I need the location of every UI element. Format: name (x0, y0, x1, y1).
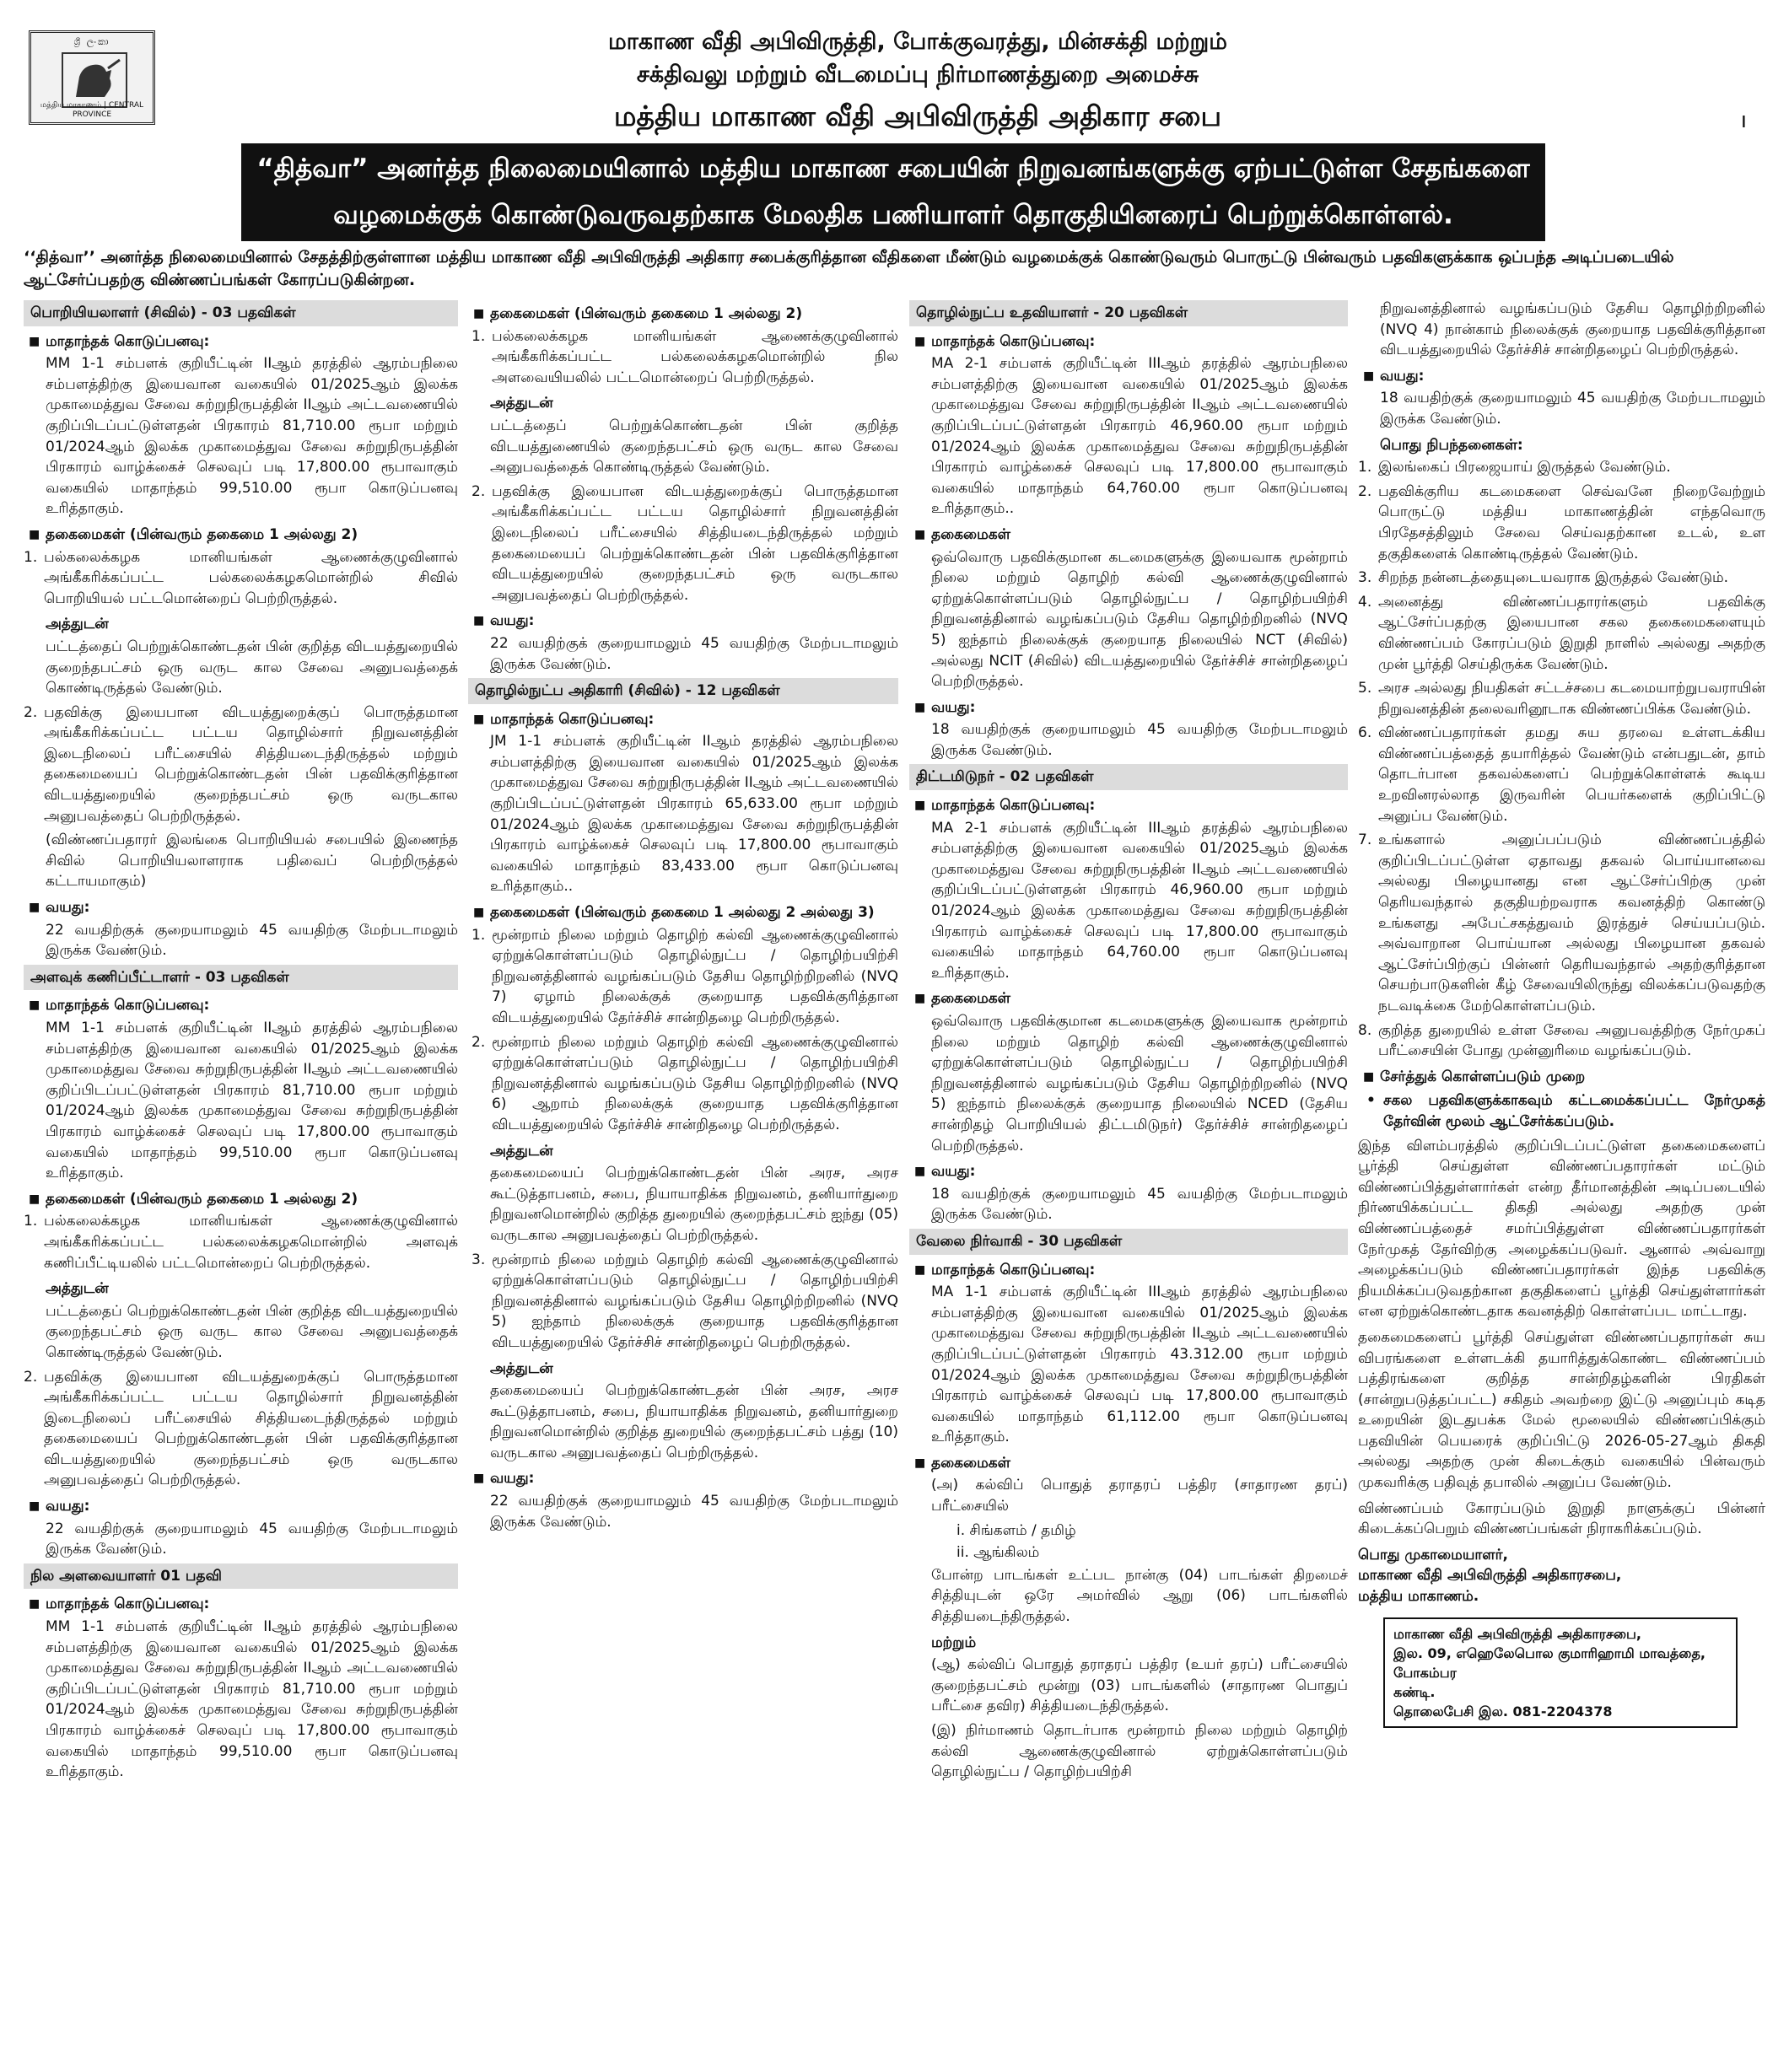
address-line: இல. 09, எஹெலேபொல குமாரிஹாமி மாவத்தை, (1393, 1644, 1705, 1661)
and-text: பட்டத்தைப் பெற்றுக்கொண்டதன் பின் குறித்த விடயத்துறையில் குறைந்தபட்சம் ஒரு வருட கால சேவை அனுபவத்தைக் கொண்டிருத்தல் வேண்டும். (46, 638, 458, 697)
position-title-work-supervisor: வேலை நிர்வாகி - 30 பதவிகள் (909, 1229, 1348, 1255)
salary-heading: ■ மாதாந்தக் கொடுப்பனவு: (24, 995, 458, 1016)
authority-name: மத்திய மாகாண வீதி அபிவிருத்தி அதிகார சபை (613, 100, 1222, 132)
lion-icon (61, 51, 128, 109)
and-heading: அத்துடன் (46, 1280, 109, 1298)
salary-heading: ■ மாதாந்தக் கொடுப்பனவு: (468, 709, 898, 730)
qualification-item: 3. மூன்றாம் நிலை மற்றும் தொழிற் கல்வி ஆணைக்குழுவினால் ஏற்றுக்கொள்ளப்படும் தொழில்நுட்ப / தொழிற்பயிற்சி நிறுவனத்தினால் வழங்கப்படும் தேசிய தொழிற்றிறனில் (NVQ 5) ஐந்தாம் நிலைக்குக் குறையாத பதவிக்குரித்தான விடயத்துறையில் தேர்ச்சிச் சான்றிதழைப் பெற்றிருத்தல். (471, 1251, 898, 1351)
salary-text: MM 1-1 சம்பளக் குறியீட்டின் IIஆம் தரத்தில் ஆரம்பநிலை சம்பளத்திற்கு இயைவான வகையில் 01/2025ஆம் இலக்க முகாமைத்துவ சேவை சுற்றுநிருபத்தின் IIஆம் அட்டவணையில் குறிப்பிடப்பட்டுள்ளதன் பிரகாரம் 81,710.00 ரூபா மற்றும் 01/2024ஆம் இலக்க முகாமைத்துவ சேவை சுற்றுநிருபத்தின் பிரகாரம் வாழ்க்கைச் செலவுப் படி 17,800.00 ரூபாவாகும் வகையில் மாதாந்தம் 99,510.00 ரூபா கொடுப்பனவு உரித்தாகும். (46, 355, 458, 518)
salary-text: JM 1-1 சம்பளக் குறியீட்டின் IIஆம் தரத்தில் ஆரம்பநிலை சம்பளத்திற்கு இயைவான வகையில் 01/2025ஆம் இலக்க முகாமைத்துவ சேவை சுற்றுநிருபத்தின் IIஆம் அட்டவணையில் குறிப்பிடப்பட்டுள்ளதன் பிரகாரம் 65,633.00 ரூபா மற்றும் 01/2024ஆம் இலக்க முகாமைத்துவ சேவை சுற்றுநிருபத்தின் பிரகாரம் வாழ்க்கைச் செலவுப் படி 17,800.00 ரூபாவாகும் வகையில் மாதாந்தம் 83,433.00 ரூபா கொடுப்பனவு உரித்தாகும்.. (490, 733, 898, 896)
qualification-text: (ஆ) கல்விப் பொதுத் தராதரப் பத்திர (உயர் தரப்) பரீட்சையில் குறைந்தபட்சம் மூன்று (03) பாடங்களில் (சாதாரண பொதுப் பரீட்சை தவிர) சித்தியடைந்திருத்தல். (931, 1656, 1348, 1715)
qualification-item: 2. பதவிக்கு இயைபான விடயத்துறைக்குப் பொருத்தமான அங்கீகரிக்கப்பட்ட பட்டய தொழில்சார் நிறுவனத்தின் இடைநிலைப் பரீட்சையில் சித்தியடைந்திருத்தல் மற்றும் தகைமையைப் பெற்றுக்கொண்டதன் பின் பதவிக்குரித்தான விடயத்துறையில் குறைந்தபட்சம் ஒரு வருடகால அனுபவத்தைப் பெற்றிருத்தல். (24, 1368, 458, 1489)
condition-item: 1. இலங்கைப் பிரஜையாய் இருத்தல் வேண்டும். (1358, 459, 1671, 476)
recruitment-paragraph: இந்த விளம்பரத்தில் குறிப்பிடப்பட்டுள்ள தகைமைகளைப் பூர்த்தி செய்துள்ள விண்ணப்பதாரர்கள் மட்டும் விண்ணப்பித்துள்ளார்கள் என்ற தீர்மானத்தின் அடிப்படையில் நிர்ணயிக்கப்பட்ட திகதி அல்லது அதற்கு முன் விண்ணப்பத்தைச் சமர்ப்பித்துள்ள விண்ணப்பதாரர்கள் நேர்முகத் தேர்விற்கு அழைக்கப்படுவர். ஆனால் அவ்வாறு அழைக்கப்படும் விண்ணப்பதாரர்கள் இந்த பதவிக்கு நியமிக்கப்படுவதற்கான தகுதிகளைப் பூர்த்தி செய்துள்ளார்கள் என ஏற்றுக்கொண்டதாக கவனத்திற் கொள்ளப்பட மாட்டாது. (1358, 1137, 1765, 1321)
qualification-text: ஒவ்வொரு பதவிக்குமான கடமைகளுக்கு இயைவாக மூன்றாம் நிலை மற்றும் தொழிற் கல்வி ஆணைக்குழுவினால் ஏற்றுக்கொள்ளப்படும் தொழில்நுட்ப / தொழிற்பயிற்சி நிறுவனத்தினால் வழங்கப்படும் தேசிய தொழிற்றிறனில் (NVQ 5) ஐந்தாம் நிலைக்குக் குறையாத நிலையில் NCED (தேசிய சான்றிதழ் பொறியியல் திட்டமிடுநர்) தேர்ச்சிச் சான்றிதழைப் பெற்றிருத்தல். (931, 1013, 1348, 1154)
intro-paragraph: ‘‘தித்வா’’ அனர்த்த நிலைமையினால் சேதத்திற்குள்ளான மத்திய மாகாண வீதி அபிவிருத்தி அதிகார சபைக்குரித்தான வீதிகளை மீண்டும் வழமைக்குக் கொண்டுவரும் பொருட்டு பின்வரும் பதவிகளுக்காக ஒப்பந்த அடிப்படையில் ஆட்சேர்ப்பதற்கு விண்ணப்பங்கள் கோரப்படுகின்றன. (24, 248, 1674, 289)
salary-heading: ■ மாதாந்தக் கொடுப்பனவு: (24, 331, 458, 353)
recruitment-method-item: • சகல பதவிகளுக்காகவும் கட்டமைக்கப்பட்ட நேர்முகத் தேர்வின் மூலம் ஆட்சேர்க்கப்படும். (1358, 1090, 1765, 1132)
address-line: மாகாண வீதி அபிவிருத்தி அதிகாரசபை, (1393, 1625, 1641, 1642)
condition-item: 5. அரச அல்லது நியதிகள் சட்டச்சபை கடமையாற்றுபவராயின் நிறுவனத்தின் தலைவரினூடாக விண்ணப்பிக்க வேண்டும். (1358, 680, 1765, 718)
address-line: கண்டி. (1393, 1683, 1436, 1700)
emblem-bottom-text: மத்திய மாகாணம் | CENTRAL PROVINCE (40, 101, 144, 119)
age-text: 18 வயதிற்குக் குறையாமலும் 45 வயதிற்கு மேற்படாமலும் இருக்க வேண்டும். (931, 1185, 1348, 1224)
qualification-text: நிறுவனத்தினால் வழங்கப்படும் தேசிய தொழிற்றிறனில் (NVQ 4) நான்காம் நிலைக்குக் குறையாத பதவிக்குரித்தான விடயத்துறையில் தேர்ச்சிச் சான்றிதழைப் பெற்றிருத்தல். (1380, 300, 1765, 359)
qualification-text: (இ) நிர்மாணம் தொடர்பாக மூன்றாம் நிலை மற்றும் தொழிற் கல்வி ஆணைக்குழுவினால் ஏற்றுக்கொள்ளப்படும் தொழில்நுட்ப / தொழிற்பயிற்சி (931, 1722, 1348, 1781)
salary-text: MA 2-1 சம்பளக் குறியீட்டின் IIIஆம் தரத்தில் ஆரம்பநிலை சம்பளத்திற்கு இயைவான வகையில் 01/2025ஆம் இலக்க முகாமைத்துவ சேவை சுற்றுநிருபத்தின் IIஆம் அட்டவணையில் குறிப்பிடப்பட்டுள்ளதன் பிரகாரம் 46,960.00 ரூபா மற்றும் 01/2024ஆம் இலக்க முகாமைத்துவ சேவை சுற்றுநிருபத்தின் பிரகாரம் வாழ்க்கைச் செலவுப் படி 17,800.00 ரூபாவாகும் வகையில் மாதாந்தம் 64,760.00 ரூபா கொடுப்பனவு உரித்தாகும்.. (931, 355, 1348, 518)
qualifications-heading: ■ தகைமைகள் (பின்வரும் தகைமை 1 அல்லது 2 அல்லது 3) (468, 902, 898, 923)
condition-item: 8. குறித்த துறையில் உள்ள சேவை அனுபவத்திற்கு நேர்முகப் பரீட்சையின் போது முன்னுரிமை வழங்கப்படும். (1358, 1021, 1765, 1060)
qualifications-heading: ■ தகைமைகள் (பின்வரும் தகைமை 1 அல்லது 2) (24, 1189, 458, 1210)
condition-item: 7. உங்களால் அனுப்பப்படும் விண்ணப்பத்தில் குறிப்பிடப்பட்டுள்ள ஏதாவது தகவல் பொய்யானவை அல்லது பிழையானது என ஆட்சேர்ப்பிற்கு முன் தெரியவந்தால் தகுதியற்றவராக கவனத்திற் கொண்டு உங்களது அபேட்சகத்துவம் இரத்துச் செய்யப்படும். அவ்வாறான பொய்யான அல்லது பிழையான தகவல் ஆட்சேர்ப்பிற்குப் பின்னர் தெரியவந்தால் அதற்குரித்தான செயற்பாடுகளின் கீழ் சேவையிலிருந்து விலக்கப்படுவதற்கு நடவடிக்கை மேற்கொள்ளப்படும். (1358, 831, 1765, 1014)
advertisement-page (24, 24, 1765, 2052)
condition-item: 2. பதவிக்குரிய கடமைகளை செவ்வனே நிறைவேற்றும் பொருட்டு மத்திய மாகாணத்தின் எந்தவொரு பிரதேசத்திலும் சேவை செய்வதற்கான உடல், உள தகுதிகளைக் கொண்டிருத்தல் வேண்டும். (1358, 482, 1765, 562)
signatory-title: பொது முகாமையாளர், (1358, 1546, 1508, 1563)
qualification-text: ஒவ்வொரு பதவிக்குமான கடமைகளுக்கு இயைவாக மூன்றாம் நிலை மற்றும் தொழிற் கல்வி ஆணைக்குழுவினால் ஏற்றுக்கொள்ளப்படும் தொழில்நுட்ப / தொழிற்பயிற்சி நிறுவனத்தினால் வழங்கப்படும் தேசிய தொழிற்றிறனில் (NVQ 5) ஐந்தாம் நிலைக்குக் குறையாத நிலையில் NCT (சிவில்) அல்லது NCIT (சிவில்) விடயத்துறையில் தேர்ச்சிச் சான்றிதழைப் பெற்றிருத்தல். (931, 548, 1348, 691)
age-text: 22 வயதிற்குக் குறையாமலும் 45 வயதிற்கு மேற்படாமலும் இருக்க வேண்டும். (490, 1493, 898, 1531)
position-title-engineer: பொறியியலாளர் (சிவில்) - 03 பதவிகள் (24, 300, 458, 326)
qualification-item: 2. பதவிக்கு இயைபான விடயத்துறைக்குப் பொருத்தமான அங்கீகரிக்கப்பட்ட பட்டய தொழில்சார் நிறுவனத்தின் இடைநிலைப் பரீட்சையில் சித்தியடைந்திருத்தல் மற்றும் தகைமையைப் பெற்றுக்கொண்டதன் பின் பதவிக்குரித்தான விடயத்துறையில் குறைந்தபட்சம் ஒரு வருடகால அனுபவத்தைப் பெற்றிருத்தல். (24, 703, 458, 825)
age-text: 22 வயதிற்குக் குறையாமலும் 45 வயதிற்கு மேற்படாமலும் இருக்க வேண்டும். (46, 1520, 458, 1558)
column-2 (468, 299, 898, 1536)
qualification-item: 1. பல்கலைக்கழக மானியங்கள் ஆணைக்குழுவினால் அங்கீகரிக்கப்பட்ட பல்கலைக்கழகமொன்றில் நில அளவையியலில் பட்டமொன்றைப் பெற்றிருத்தல். (471, 327, 898, 386)
salary-heading: ■ மாதாந்தக் கொடுப்பனவு: (24, 1594, 458, 1615)
qualification-item: 2. பதவிக்கு இயைபான விடயத்துறைக்குப் பொருத்தமான அங்கீகரிக்கப்பட்ட பட்டய தொழில்சார் நிறுவனத்தின் இடைநிலைப் பரீட்சையில் சித்தியடைந்திருத்தல் மற்றும் தகைமையைப் பெற்றுக்கொண்டதன் பின் பதவிக்குரித்தான விடயத்துறையில் குறைந்தபட்சம் ஒரு வருடகால அனுபவத்தைப் பெற்றிருத்தல். (471, 482, 898, 604)
rejection-paragraph: விண்ணப்பம் கோரப்படும் இறுதி நாளுக்குப் பின்னர் கிடைக்கப்பெறும் விண்ணப்பங்கள் நிராகரிக்கப்படும். (1358, 1499, 1765, 1538)
qualification-item: 2. மூன்றாம் நிலை மற்றும் தொழிற் கல்வி ஆணைக்குழுவினால் ஏற்றுக்கொள்ளப்படும் தொழில்நுட்ப / தொழிற்பயிற்சி நிறுவனத்தினால் வழங்கப்படும் தேசிய தொழிற்றிறனில் (NVQ 6) ஆறாம் நிலைக்குக் குறையாத பதவிக்குரித்தான விடயத்துறையில் தேர்ச்சிச் சான்றிதழை பெற்றிருத்தல். (471, 1033, 898, 1133)
and-text: தகைமையைப் பெற்றுக்கொண்டதன் பின் அரச, அரச கூட்டுத்தாபனம், சபை, நியாயாதிக்க நிறுவனம், தனியார்துறை நிறுவனமொன்றில் குறித்த துறையில் குறைந்தபட்சம் ஐந்து (05) வருடகால அனுபவத்தைப் பெற்றிருத்தல். (490, 1165, 898, 1244)
and-heading: அத்துடன் (46, 616, 109, 633)
qualification-text: (அ) கல்விப் பொதுத் தராதரப் பத்திர (சாதாரண தரப்) பரீட்சையில் (931, 1477, 1348, 1515)
subject-item: i. சிங்களம் / தமிழ் (956, 1521, 1076, 1539)
and-text: பட்டத்தைப் பெற்றுக்கொண்டதன் பின் குறித்த விடயத்துறையில் குறைந்தபட்சம் ஒரு வருட கால சேவை அனுபவத்தைக் கொண்டிருத்தல் வேண்டும். (46, 1302, 458, 1361)
registration-note: (விண்ணப்பதாரர் இலங்கை பொறியியல் சபையில் இணைந்த சிவில் பொறியியலாளராக பதிவைப் பெற்றிருத்தல் கட்டாயமாகும்) (46, 831, 458, 891)
and-heading: அத்துடன் (490, 395, 553, 412)
position-title-quantity-surveyor: அளவுக் கணிப்பீட்டாளர் - 03 பதவிகள் (24, 965, 458, 991)
salary-text: MM 1-1 சம்பளக் குறியீட்டின் IIஆம் தரத்தில் ஆரம்பநிலை சம்பளத்திற்கு இயைவான வகையில் 01/2025ஆம் இலக்க முகாமைத்துவ சேவை சுற்றுநிருபத்தின் IIஆம் அட்டவணையில் குறிப்பிடப்பட்டுள்ளதன் பிரகாரம் 81,710.00 ரூபா மற்றும் 01/2024ஆம் இலக்க முகாமைத்துவ சேவை சுற்றுநிருபத்தின் பிரகாரம் வாழ்க்கைச் செலவுப் படி 17,800.00 ரூபாவாகும் வகையில் மாதாந்தம் 99,510.00 ரூபா கொடுப்பனவு உரித்தாகும். (46, 1618, 458, 1781)
age-heading: ■ வயது: (24, 1496, 458, 1517)
position-title-land-surveyor: நில அளவையாளர் 01 பதவி (24, 1563, 458, 1590)
salary-heading: ■ மாதாந்தக் கொடுப்பனவு: (909, 1260, 1348, 1281)
provincial-emblem (29, 30, 155, 125)
age-heading: ■ வயது: (24, 897, 458, 918)
emblem-top-text: ශ්‍රී ලංකා (73, 36, 110, 47)
banner-line-2: வழமைக்குக் கொண்டுவருவதற்காக மேலதிக பணியாளர் தொகுதியினரைப் பெற்றுக்கொள்ளல். (333, 200, 1453, 230)
condition-item: 6. விண்ணப்பதாரர்கள் தமது சுய தரவை உள்ளடக்கிய விண்ணப்பத்தைத் தயாரித்தல் வேண்டும் என்பதுடன், தாம் தொடர்பான தகவல்களைப் பெற்றுக்கொள்ளக் கூடிய உறவினரல்லாத இருவரின் பெயர்களைக் குறிப்பிட்டு அனுப்ப வேண்டும். (1358, 724, 1765, 825)
qualification-text: போன்ற பாடங்கள் உட்பட நான்கு (04) பாடங்கள் திறமைச் சித்தியுடன் ஒரே அமர்வில் ஆறு (06) பாடங்களில் சித்தியடைந்திருத்தல். (931, 1566, 1348, 1626)
position-title-technical-officer: தொழில்நுட்ப அதிகாரி (சிவில்) - 12 பதவிகள் (468, 678, 898, 704)
condition-item: 3. சிறந்த நன்னடத்தையுடையவராக இருத்தல் வேண்டும். (1358, 569, 1729, 587)
age-heading: ■ வயது: (909, 1161, 1348, 1182)
qualification-item: 1. பல்கலைக்கழக மானியங்கள் ஆணைக்குழுவினால் அங்கீகரிக்கப்பட்ட பல்கலைக்கழகமொன்றில் அளவுக் கணிப்பீட்டியலில் பட்டமொன்றைப் பெற்றிருத்தல். (24, 1213, 458, 1272)
and-heading: அத்துடன் (490, 1359, 553, 1377)
salary-heading: ■ மாதாந்தக் கொடுப்பனவு: (909, 331, 1348, 353)
telephone-line: தொலைபேசி இல. 081-2204378 (1393, 1703, 1613, 1719)
age-heading: ■ வயது: (909, 697, 1348, 718)
column-1 (24, 299, 458, 1786)
and-heading: மற்றும் (931, 1633, 977, 1651)
address-box (1383, 1617, 1738, 1728)
and-text: தகைமையைப் பெற்றுக்கொண்டதன் பின் அரச, அரச கூட்டுத்தாபனம், சபை, நியாயாதிக்க நிறுவனம், தனியார்துறை நிறுவனமொன்றில் குறித்த துறையில் குறைந்தபட்சம் பத்து (10) வருடகால அனுபவத்தைப் பெற்றிருத்தல். (490, 1382, 898, 1461)
ministry-line-1: மாகாண வீதி அபிவிருத்தி, போக்குவரத்து, மின்சக்தி மற்றும் (608, 29, 1227, 55)
salary-text: MA 1-1 சம்பளக் குறியீட்டின் IIIஆம் தரத்தில் ஆரம்பநிலை சம்பளத்திற்கு இயைவான வகையில் 01/2025ஆம் இலக்க முகாமைத்துவ சேவை சுற்றுநிருபத்தின் IIஆம் அட்டவணையில் குறிப்பிடப்பட்டுள்ளதன் பிரகாரம் 43.312.00 ரூபா மற்றும் 01/2024ஆம் இலக்க முகாமைத்துவ சேவை சுற்றுநிருபத்தின் பிரகாரம் வாழ்க்கைச் செலவுப் படி 17,800.00 ரூபாவாகும் வகையில் மாதாந்தம் 61,112.00 ரூபா கொடுப்பனவு உரித்தாகும். (931, 1284, 1348, 1446)
qualifications-heading: ■ தகைமைகள் (பின்வரும் தகைமை 1 அல்லது 2) (468, 304, 898, 325)
and-heading: அத்துடன் (490, 1142, 553, 1160)
recruitment-method-heading: ■ சேர்த்துக் கொள்ளப்படும் முறை (1358, 1067, 1765, 1088)
salary-heading: ■ மாதாந்தக் கொடுப்பனவு: (909, 795, 1348, 816)
age-text: 18 வயதிற்குக் குறையாமலும் 45 வயதிற்கு மேற்படாமலும் இருக்க வேண்டும். (931, 721, 1348, 759)
salary-text: MM 1-1 சம்பளக் குறியீட்டின் IIஆம் தரத்தில் ஆரம்பநிலை சம்பளத்திற்கு இயைவான வகையில் 01/2025ஆம் இலக்க முகாமைத்துவ சேவை சுற்றுநிருபத்தின் IIஆம் அட்டவணையில் குறிப்பிடப்பட்டுள்ளதன் பிரகாரம் 81,710.00 ரூபா மற்றும் 01/2024ஆம் இலக்க முகாமைத்துவ சேவை சுற்றுநிருபத்தின் பிரகாரம் வாழ்க்கைச் செலவுப் படி 17,800.00 ரூபாவாகும் வகையில் மாதாந்தம் 99,510.00 ரூபா கொடுப்பனவு உரித்தாகும். (46, 1020, 458, 1182)
qualifications-heading: ■ தகைமைகள் (909, 525, 1348, 546)
title-banner (241, 143, 1545, 241)
condition-item: 4. அனைத்து விண்ணப்பதாரர்களும் பதவிக்கு ஆட்சேர்ப்பதற்கு இயைபான சகல தகைமைகளையும் விண்ணப்பம் கோரப்படும் இறுதி நாளில் அல்லது அதற்கு முன் பூர்த்தி செய்திருக்க வேண்டும். (1358, 593, 1765, 673)
ministry-line-2: சக்திவலு மற்றும் வீடமைப்பு நிர்மாணத்துறை அமைச்சு (636, 62, 1199, 88)
column-4 (1358, 299, 1765, 1728)
qualification-item: 1. பல்கலைக்கழக மானியங்கள் ஆணைக்குழுவினால் அங்கீகரிக்கப்பட்ட பல்கலைக்கழகமொன்றில் சிவில் பொறியியல் பட்டமொன்றைப் பெற்றிருத்தல். (24, 548, 458, 607)
age-text: 22 வயதிற்குக் குறையாமலும் 45 வயதிற்கு மேற்படாமலும் இருக்க வேண்டும். (46, 921, 458, 960)
column-3 (909, 299, 1348, 1786)
age-text: 22 வயதிற்குக் குறையாமலும் 45 வயதிற்கு மேற்படாமலும் இருக்க வேண்டும். (490, 634, 898, 673)
and-text: பட்டத்தைப் பெற்றுக்கொண்டதன் பின் குறித்த விடயத்துணையில் குறைந்தபட்சம் ஒரு வருட கால சேவை அனுபவத்தைக் கொண்டிருத்தல் வேண்டும். (490, 417, 898, 476)
age-heading: ■ வயது: (1358, 366, 1765, 387)
salary-text: MA 2-1 சம்பளக் குறியீட்டின் IIIஆம் தரத்தில் ஆரம்பநிலை சம்பளத்திற்கு இயைவான வகையில் 01/2025ஆம் இலக்க முகாமைத்துவ சேவை சுற்றுநிருபத்தின் IIஆம் அட்டவணையில் குறிப்பிடப்பட்டுள்ளதன் பிரகாரம் 46,960.00 ரூபா மற்றும் 01/2024ஆம் இலக்க முகாமைத்துவ சேவை சுற்றுநிருபத்தின் பிரகாரம் வாழ்க்கைச் செலவுப் படி 17,800.00 ரூபாவாகும் வகையில் மாதாந்தம் 64,760.00 ரூபா கொடுப்பனவு உரித்தாகும். (931, 819, 1348, 982)
qualifications-heading: ■ தகைமைகள் (909, 1453, 1348, 1474)
signatory-province: மத்திய மாகாணம். (1358, 1588, 1479, 1606)
qualification-item: 1. மூன்றாம் நிலை மற்றும் தொழிற் கல்வி ஆணைக்குழுவினால் ஏற்றுக்கொள்ளப்படும் தொழில்நுட்ப / தொழிற்பயிற்சி நிறுவனத்தினால் வழங்கப்படும் தேசிய தொழிற்றிறனில் (NVQ 7) ஏழாம் நிலைக்குக் குறையாத பதவிக்குரித்தான விடயத்துறையில் தேர்ச்சிச் சான்றிதழை பெற்றிருத்தல். (471, 926, 898, 1026)
age-heading: ■ வயது: (468, 1468, 898, 1489)
position-title-technical-assistant: தொழில்நுட்ப உதவியாளர் - 20 பதவிகள் (909, 300, 1348, 326)
age-heading: ■ வயது: (468, 611, 898, 632)
general-conditions-heading: பொது நிபந்தனைகள்: (1380, 436, 1523, 454)
banner-line-1: “தித்வா” அனர்த்த நிலைமையினால் மத்திய மாகாண சபையின் நிறுவனங்களுக்கு ஏற்பட்டுள்ள சேதங்களை (256, 153, 1530, 184)
margin-mark: ı (1740, 108, 1747, 133)
age-text: 18 வயதிற்குக் குறையாமலும் 45 வயதிற்கு மேற்படாமலும் இருக்க வேண்டும். (1380, 390, 1765, 428)
qualifications-heading: ■ தகைமைகள் (909, 988, 1348, 1009)
signatory-authority: மாகாண வீதி அபிவிருத்தி அதிகாரசபை, (1358, 1567, 1622, 1585)
position-title-draughtsman: திட்டமிடுநர் - 02 பதவிகள் (909, 764, 1348, 790)
address-line: போகம்பர (1393, 1664, 1457, 1681)
application-paragraph: தகைமைகளைப் பூர்த்தி செய்துள்ள விண்ணப்பதாரர்கள் சுய விபரங்களை உள்ளடக்கி தயாரித்துக்கொண்ட விண்ணப்பம் பத்திரங்களை குறித்த சான்றிதழ்களின் பிரதிகள் (சான்றுபடுத்தப்பட்ட) சகிதம் அவற்றை இட்டு அனுப்பும் கடித உறையின் இடதுபக்க மேல் மூலையில் விண்ணப்பிக்கும் பதவியின் பெயரைக் குறிப்பிட்டு 2026-05-27ஆம் திகதி அல்லது அதற்கு முன் கிடைக்கும் வகையில் பின்வரும் முகவரிக்கு பதிவுத் தபாலில் அனுப்ப வேண்டும். (1358, 1328, 1765, 1492)
subject-item: ii. ஆங்கிலம் (956, 1544, 1040, 1562)
qualifications-heading: ■ தகைமைகள் (பின்வரும் தகைமை 1 அல்லது 2) (24, 525, 458, 546)
